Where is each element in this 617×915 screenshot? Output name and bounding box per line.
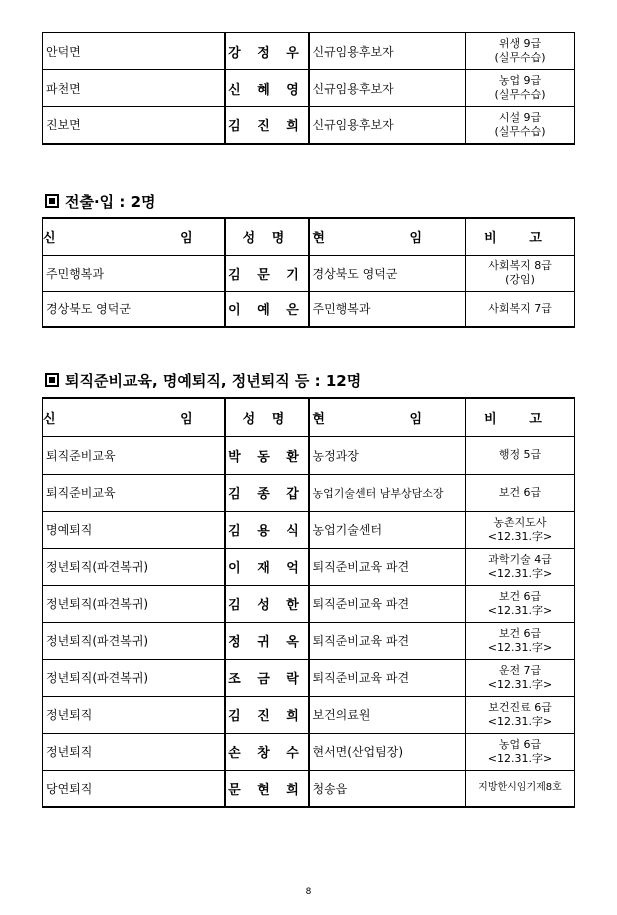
- note-line-2: (실무수습): [494, 124, 546, 138]
- section-title-text: 퇴직준비교육, 명예퇴직, 정년퇴직 등 : 12명: [65, 372, 362, 390]
- new-post-cell: 안덕면: [43, 33, 225, 70]
- current-post-cell: 퇴직준비교육 파견: [309, 548, 466, 585]
- table-header-row: [43, 398, 575, 436]
- table-row: [43, 70, 575, 107]
- new-post-cell: 정년퇴직(파견복귀): [43, 548, 225, 585]
- note-cell: [466, 770, 575, 807]
- name-cell: 김 진 희: [225, 696, 309, 733]
- note-cell: [466, 696, 575, 733]
- note-line-1: 사회복지 7급: [488, 301, 552, 315]
- square-bullet-icon: [45, 373, 59, 387]
- new-post-cell: 명예퇴직: [43, 511, 225, 548]
- current-post-cell: 주민행복과: [309, 291, 466, 327]
- new-post-cell: 정년퇴직(파견복귀): [43, 622, 225, 659]
- note-line-2: <12.31.字>: [487, 529, 553, 543]
- new-post-cell: 퇴직준비교육: [43, 436, 225, 474]
- note-cell: [466, 291, 575, 327]
- table-row: [43, 659, 575, 696]
- note-cell: [466, 70, 575, 107]
- header-note: 비 고: [466, 218, 575, 255]
- new-post-cell: 당연퇴직: [43, 770, 225, 807]
- new-post-cell: 경상북도 영덕군: [43, 291, 225, 327]
- note-line-1: 시설 9급: [498, 110, 542, 124]
- current-post-cell: 농업기술센터 남부상담소장: [309, 474, 466, 511]
- current-post-cell: 퇴직준비교육 파견: [309, 622, 466, 659]
- name-cell: 김 종 갑: [225, 474, 309, 511]
- new-post-cell: 퇴직준비교육: [43, 474, 225, 511]
- note-line-1: 보건 6급: [498, 626, 542, 640]
- table-row: [43, 622, 575, 659]
- note-line-2: <12.31.字>: [487, 566, 553, 580]
- name-cell: 신 혜 영: [225, 70, 309, 107]
- name-cell: 김 용 식: [225, 511, 309, 548]
- name-cell: 김 진 희: [225, 107, 309, 144]
- note-line-2: <12.31.字>: [487, 677, 553, 691]
- transfer-table-continued: [42, 32, 575, 145]
- header-new-post: 신 임: [43, 398, 225, 436]
- current-post-cell: 청송읍: [309, 770, 466, 807]
- note-line-1: 보건진료 6급: [488, 700, 552, 714]
- current-post-cell: 경상북도 영덕군: [309, 255, 466, 291]
- note-cell: [466, 474, 575, 511]
- note-line-2: (실무수습): [494, 51, 546, 64]
- note-line-1: 위생 9급: [498, 37, 542, 50]
- table-header-row: [43, 218, 575, 255]
- note-cell: [466, 511, 575, 548]
- name-cell: 김 성 한: [225, 585, 309, 622]
- table-row: [43, 548, 575, 585]
- new-post-cell: 정년퇴직(파견복귀): [43, 585, 225, 622]
- current-post-cell: 신규임용후보자: [309, 33, 466, 70]
- current-post-cell: 퇴직준비교육 파견: [309, 585, 466, 622]
- table-row: [43, 696, 575, 733]
- note-cell: [466, 585, 575, 622]
- table-row: [43, 291, 575, 327]
- note-cell: [466, 33, 575, 70]
- new-post-cell: 진보면: [43, 107, 225, 144]
- note-line-1: 운전 7급: [498, 663, 542, 677]
- new-post-cell: 주민행복과: [43, 255, 225, 291]
- note-line-1: 농업 6급: [498, 737, 542, 751]
- header-current-post: 현 임: [309, 218, 466, 255]
- name-cell: 정 귀 옥: [225, 622, 309, 659]
- note-cell: [466, 733, 575, 770]
- note-cell: [466, 659, 575, 696]
- current-post-cell: 농업기술센터: [309, 511, 466, 548]
- table-row: [43, 33, 575, 70]
- note-line-1: 사회복지 8급: [488, 259, 552, 272]
- note-line-2: (실무수습): [494, 88, 546, 101]
- name-cell: 이 예 은: [225, 291, 309, 327]
- current-post-cell: 신규임용후보자: [309, 70, 466, 107]
- note-line-1: 농촌지도사: [493, 515, 547, 529]
- note-line-1: 농업 9급: [498, 74, 542, 87]
- header-note: 비 고: [466, 398, 575, 436]
- table-row: [43, 511, 575, 548]
- new-post-cell: 정년퇴직: [43, 696, 225, 733]
- note-line-2: <12.31.字>: [487, 714, 553, 728]
- section-title-text: 전출·입 : 2명: [65, 193, 156, 211]
- table-row: [43, 436, 575, 474]
- name-cell: 이 재 억: [225, 548, 309, 585]
- current-post-cell: 현서면(산업팀장): [309, 733, 466, 770]
- current-post-cell: 농정과장: [309, 436, 466, 474]
- name-cell: 문 현 희: [225, 770, 309, 807]
- current-post-cell: 퇴직준비교육 파견: [309, 659, 466, 696]
- retirement-table: [42, 397, 575, 808]
- header-current-post: 현 임: [309, 398, 466, 436]
- header-new-post: 신 임: [43, 218, 225, 255]
- table-row: [43, 107, 575, 144]
- current-post-cell: 신규임용후보자: [309, 107, 466, 144]
- section-title-transfer: [45, 191, 156, 212]
- note-line-2: <12.31.字>: [487, 751, 553, 765]
- table-row: [43, 585, 575, 622]
- note-line-2: <12.31.字>: [487, 603, 553, 617]
- note-line-2: (강임): [505, 273, 535, 286]
- note-cell: [466, 436, 575, 474]
- note-line-1: 과학기술 4급: [488, 552, 552, 566]
- name-cell: 김 문 기: [225, 255, 309, 291]
- table-row: [43, 474, 575, 511]
- square-bullet-icon: [45, 194, 59, 208]
- new-post-cell: 파천면: [43, 70, 225, 107]
- name-cell: 박 동 환: [225, 436, 309, 474]
- note-cell: [466, 548, 575, 585]
- note-line-1: 보건 6급: [498, 485, 542, 499]
- note-cell: [466, 107, 575, 144]
- note-line-1: 보건 6급: [498, 589, 542, 603]
- name-cell: 강 정 우: [225, 33, 309, 70]
- note-cell: [466, 255, 575, 291]
- header-name: 성 명: [225, 398, 309, 436]
- new-post-cell: 정년퇴직(파견복귀): [43, 659, 225, 696]
- name-cell: 손 창 수: [225, 733, 309, 770]
- transfer-table: [42, 217, 575, 328]
- note-line-1: 행정 5급: [498, 448, 542, 461]
- table-row: [43, 770, 575, 807]
- name-cell: 조 금 락: [225, 659, 309, 696]
- note-line-2: <12.31.字>: [487, 640, 553, 654]
- note-cell: [466, 622, 575, 659]
- new-post-cell: 정년퇴직: [43, 733, 225, 770]
- table-row: [43, 255, 575, 291]
- section-title-retirement: [45, 370, 361, 391]
- note-line-1: 지방한시임기제8호: [478, 782, 562, 794]
- header-name: 성 명: [225, 218, 309, 255]
- table-row: [43, 733, 575, 770]
- page-number: 8: [305, 887, 312, 897]
- current-post-cell: 보건의료원: [309, 696, 466, 733]
